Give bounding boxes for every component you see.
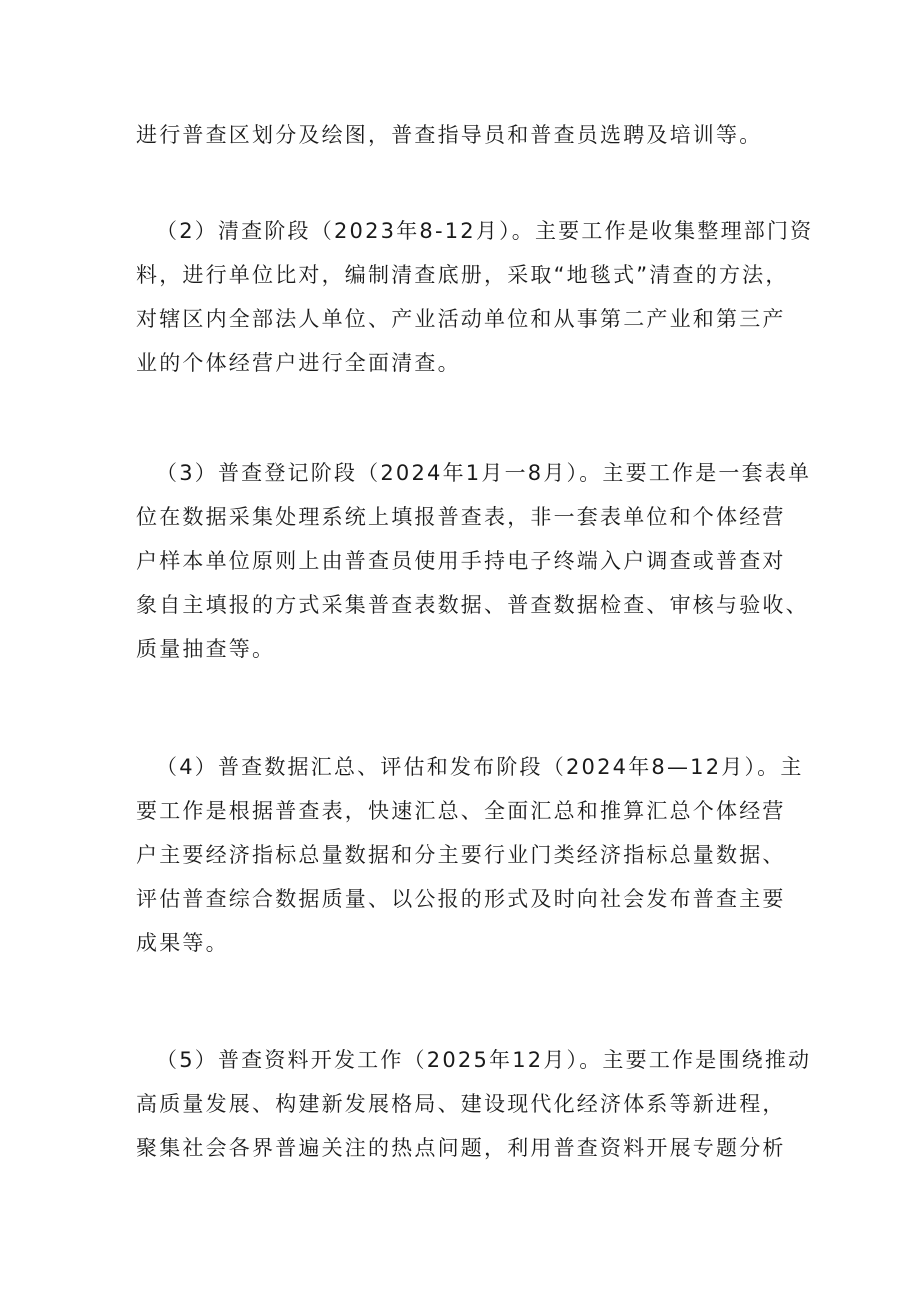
text-line: 户样本单位原则上由普查员使用手持电子终端入户调查或普查对 [136, 549, 786, 573]
text-line: 聚集社会各界普遍关注的热点问题，利用普查资料开展专题分析 [136, 1136, 786, 1160]
text-line: （5）普查资料开发工作（2025年12月）。主要工作是围绕推动 [156, 1048, 812, 1072]
text-line: 业的个体经营户进行全面清查。 [136, 351, 461, 375]
text-line: （3）普查登记阶段（2024年1月一8月）。主要工作是一套表单 [156, 461, 812, 485]
paragraph-training [136, 113, 796, 157]
text-line: （4）普查数据汇总、评估和发布阶段（2024年8—12月）。主 [156, 755, 804, 779]
text-line: 进行普查区划分及绘图，普查指导员和普查员选聘及培训等。 [136, 123, 763, 147]
paragraph-stage-2-census-check [136, 209, 814, 385]
text-line: 对辖区内全部法人单位、产业活动单位和从事第二产业和第三产 [136, 307, 786, 331]
text-line: （2）清查阶段（2023年8-12月）。主要工作是收集整理部门资 [156, 219, 814, 243]
text-line: 成果等。 [136, 931, 229, 955]
paragraph-stage-3-registration [136, 451, 812, 671]
paragraph-stage-5-development [136, 1038, 812, 1170]
text-line: 高质量发展、构建新发展格局、建设现代化经济体系等新进程， [136, 1092, 786, 1116]
text-line: 象自主填报的方式采集普查表数据、普查数据检查、审核与验收、 [136, 593, 809, 617]
text-line: 评估普查综合数据质量、以公报的形式及时向社会发布普查主要 [136, 887, 786, 911]
text-line: 位在数据采集处理系统上填报普查表，非一套表单位和个体经营 [136, 505, 786, 529]
text-line: 户主要经济指标总量数据和分主要行业门类经济指标总量数据、 [136, 843, 786, 867]
text-line: 料，进行单位比对，编制清查底册，采取“地毯式”清查的方法， [136, 263, 789, 287]
text-line: 质量抽查等。 [136, 637, 276, 661]
paragraph-stage-4-aggregation [136, 745, 804, 965]
text-line: 要工作是根据普查表，快速汇总、全面汇总和推算汇总个体经营 [136, 799, 786, 823]
